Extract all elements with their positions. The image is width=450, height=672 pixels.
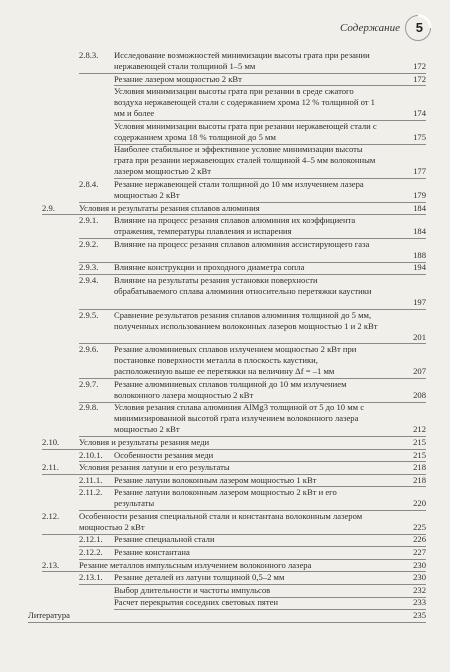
toc-entry-page: 232 [413,584,426,595]
toc-entry-title: Условия и результаты резания сплавов алюминия [79,202,260,213]
toc-entry-number: 2.12. [42,510,60,521]
toc-entry [0,275,450,310]
toc-entry-number: 2.13. [42,559,60,570]
toc-entry [0,310,450,345]
toc-entry-page: 179 [413,189,426,200]
toc-entry-page: 207 [413,366,426,377]
toc-entry-title: Выбор длительности и частоты импульсов [114,584,271,595]
toc-entry [0,450,450,463]
toc-entry-title: Резание алюминиевых сплавов толщиной до 10 мм излучением волоконного лазера мощностью 2 кВт [114,378,347,400]
toc-entry-page: 208 [413,389,426,400]
toc-entry-title: Резание лазером мощностью 2 кВт [114,73,242,84]
toc-entry-page: 235 [413,610,426,621]
toc-entry-page: 230 [413,559,426,570]
toc-entry-number: 2.11.2. [79,487,103,498]
toc-entry-title: Условия минимизации высоты грата при резании нержавеющей стали с содержанием хрома 18 % толщиной до 5 мм [114,120,377,142]
page-number: 5 [415,20,423,35]
toc-entry [0,487,450,511]
toc-entry [0,560,450,573]
toc-entry-page: 201 [413,331,426,342]
toc-entry-number: 2.9.4. [79,274,99,285]
toc-entry [0,86,450,121]
toc-entry-page: 212 [413,424,426,435]
toc-entry-number: 2.8.3. [79,50,99,60]
toc-entry-title: Условия резания латуни и его результаты [79,462,230,473]
toc-entry-number: 2.11.1. [79,474,103,485]
toc-entry [0,379,450,403]
toc-entry [0,511,450,535]
toc-entry-page: 225 [413,521,426,532]
toc-entry-page: 184 [413,202,426,213]
toc-entry-number: 2.9.5. [79,309,99,320]
toc-entry [0,50,450,74]
toc-entry [0,215,450,239]
toc-entry-number: 2.13.1. [79,572,103,583]
toc-entry-title: Резание деталей из латуни толщиной 0,5–2 мм [114,572,285,583]
toc-entry-number: 2.9.7. [79,378,99,389]
toc-entry-page: 227 [413,547,426,558]
toc-entry [0,144,450,179]
toc-entry-page: 218 [413,462,426,473]
toc-entry [0,402,450,437]
toc-entry [0,344,450,379]
toc-entry-title: Сравнение результатов резания сплавов алюминия толщиной до 5 мм, полученных использованием волоконных лазеров мощностью 1 и 2 кВт [114,309,378,331]
toc-entry-title: Влияние конструкции и проходного диаметра сопла [114,262,305,273]
toc-entry-page: 226 [413,534,426,545]
toc-entry [0,597,450,610]
toc-entry [0,572,450,585]
toc-entry [0,547,450,560]
toc-entry-title: Резание алюминиевых сплавов излучением мощностью 2 кВт при постановке поверхности металла в плоскость каустики, расположенную выше ее перетяжки на величину Δf = –1 мм [114,344,357,377]
toc-entry-title: Влияние на результаты резания установки поверхности обрабатываемого сплава алюминия относительно перетяжки каустики [114,274,372,296]
toc-entry [0,475,450,488]
toc-entry-page: 215 [413,436,426,447]
toc-entry-page: 188 [413,249,426,260]
running-header: Содержание [339,22,400,34]
toc-entry [0,610,450,623]
toc-entry-title: Условия минимизации высоты грата при резании в среде сжатого воздуха нержавеющей стали с содержанием хрома 12 % толщиной от 1 мм и более [114,86,375,119]
toc-entry-title: Особенности резания специальной стали и константана волоконным лазером мощностью 2 кВт [79,510,363,532]
toc-entry [0,239,450,263]
toc-entry-number: 2.10.1. [79,449,103,460]
toc-entry-title: Исследование возможностей минимизации высоты грата при резании нержавеющей стали толщиной 1–5 мм [114,50,370,71]
toc-entry-page: 215 [413,449,426,460]
toc-entry-number: 2.12.1. [79,534,103,545]
toc-entry-title: Расчет перекрытия соседних световых пятен [114,597,279,608]
toc-entry-page: 172 [413,73,426,84]
toc-entry-number: 2.9. [42,202,55,213]
toc-entry-page: 172 [413,61,426,71]
toc-entry-number: 2.9.6. [79,344,99,355]
toc-entry-number: 2.9.1. [79,215,99,226]
toc-entry-title: Наиболее стабильное и эффективное условие минимизации высоты грата при резании нержавеющих сталей толщиной 4–5 мм волоконным лазером мощностью 2 кВт [114,144,376,177]
toc-entry-number: 2.8.4. [79,178,99,189]
toc-entry [0,585,450,598]
toc-entry-page: 177 [413,166,426,177]
toc-entry-title: Влияние на процесс резания сплавов алюминия ассистирующего газа [114,238,370,249]
toc-entry-page: 233 [413,597,426,608]
toc-entry-number: 2.9.2. [79,238,99,249]
toc-entry-title: Условия и результаты резания меди [79,436,210,447]
toc-entry-page: 218 [413,474,426,485]
toc-entry-title: Резание латуни волоконным лазером мощностью 2 кВт и его результаты [114,487,337,509]
toc-entry-number: 2.12.2. [79,547,103,558]
toc-entry-page: 175 [413,131,426,142]
toc-entry-title: Условия резания сплава алюминия AlMg3 толщиной от 5 до 10 мм с минимизированной высотой грата излучением волоконного лазера мощностью 2 кВт [114,402,365,435]
toc-entry-page: 184 [413,226,426,237]
toc-entry [0,437,450,450]
toc-entry-title: Особенности резания меди [114,449,214,460]
toc-entry-page: 174 [413,108,426,119]
toc-entry [0,534,450,547]
toc-entry-number: 2.11. [42,462,59,473]
toc-entry [0,462,450,475]
toc-entry-number: 2.10. [42,436,60,447]
toc-entry [0,179,450,203]
toc-divider [28,622,426,623]
toc-entry-title: Резание латуни волоконным лазером мощностью 1 кВт [114,474,317,485]
toc-entry-title: Резание константана [114,547,190,558]
toc-entry-number: 2.9.8. [79,402,99,413]
toc-entry-title: Литература [28,610,70,621]
toc-entry [0,262,450,275]
toc-entry-title: Резание нержавеющей стали толщиной до 10 мм излучением лазера мощностью 2 кВт [114,178,364,200]
toc-entry [0,74,450,87]
toc-entry [0,203,450,216]
toc-entry-title: Резание металлов импульсным излучением волоконного лазера [79,559,312,570]
toc-entry-page: 230 [413,572,426,583]
toc-entry [0,121,450,145]
toc-entry-page: 220 [413,498,426,509]
table-of-contents [0,50,450,623]
toc-entry-page: 194 [413,262,426,273]
toc-entry-number: 2.9.3. [79,262,99,273]
toc-entry-title: Влияние на процесс резания сплавов алюминия их коэффициента отражения, температуры плавления и испарения [114,215,356,237]
toc-entry-page: 197 [413,296,426,307]
toc-entry-title: Резание специальной стали [114,534,215,545]
